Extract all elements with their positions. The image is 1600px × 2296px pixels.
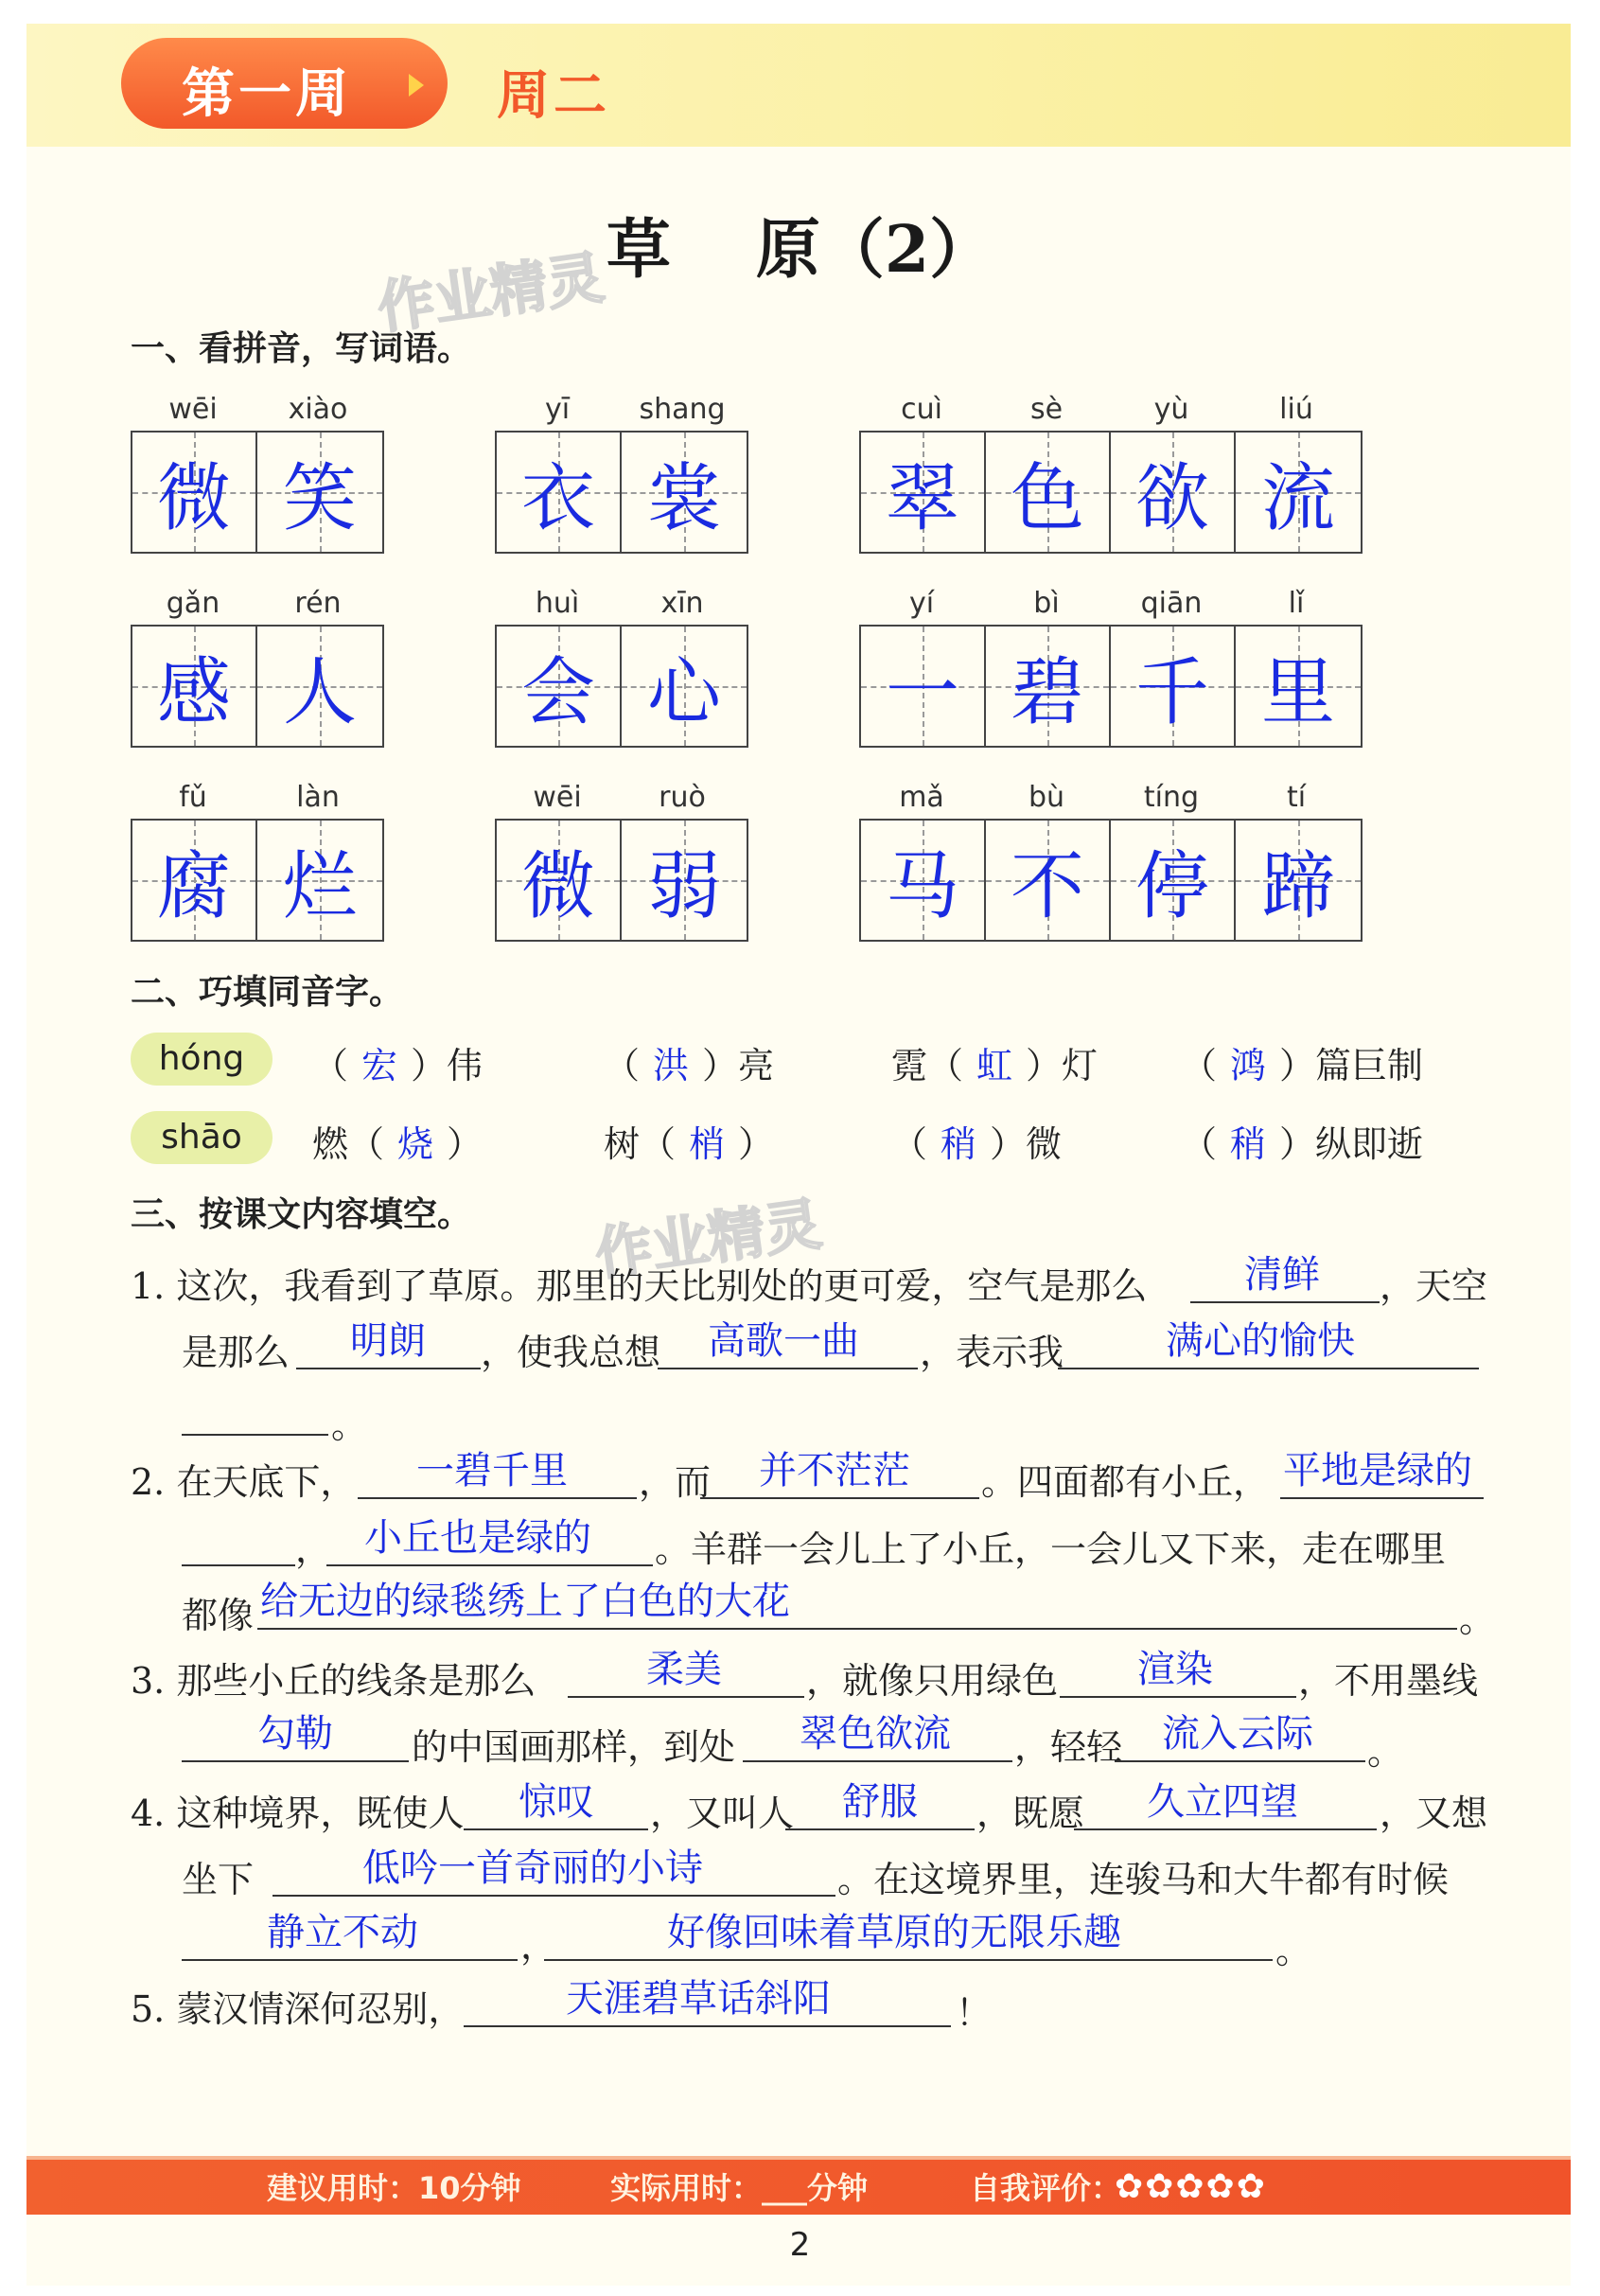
answer-2: 明朗 <box>350 1319 426 1363</box>
writing-cell[interactable] <box>1236 433 1361 552</box>
homophone-prefix: （ <box>1181 1123 1218 1165</box>
writing-grid <box>131 819 384 942</box>
question-1-text: 是那么 <box>182 1332 290 1373</box>
homophone-answer[interactable]: 稍 <box>1230 1123 1267 1165</box>
arrow-right-icon <box>409 74 424 97</box>
handwritten-character: 会 <box>520 650 595 735</box>
question-2-text: 都像 <box>182 1595 255 1636</box>
question-4-text: ， <box>520 1925 557 1967</box>
handwritten-character: 流 <box>1260 456 1335 541</box>
question-3-text: ，不用墨线 <box>1298 1660 1479 1702</box>
flower-icon[interactable]: ✿ <box>1115 2167 1146 2206</box>
question-2-text: 。四面都有小丘， <box>981 1461 1270 1503</box>
writing-cell[interactable] <box>497 821 622 940</box>
homophone-item <box>604 1036 774 1088</box>
writing-cell[interactable] <box>986 433 1111 552</box>
pinyin-label: bì <box>1033 587 1060 620</box>
homophone-prefix: （ <box>312 1045 349 1086</box>
answer-4: 满心的愉快 <box>1166 1319 1355 1363</box>
handwritten-character: 微 <box>156 456 231 541</box>
pinyin-label: làn <box>296 781 340 814</box>
writing-cell[interactable] <box>622 433 747 552</box>
writing-cell[interactable] <box>1111 433 1236 552</box>
writing-cell[interactable] <box>497 627 622 746</box>
pinyin-label: xīn <box>660 587 704 620</box>
pinyin-label: gǎn <box>166 587 220 620</box>
answer-10: 柔美 <box>646 1648 722 1691</box>
self-evaluation-label: 自我评价： <box>970 2170 1122 2206</box>
pinyin-label: yī <box>544 393 571 426</box>
homophone-item <box>1181 1036 1423 1088</box>
question-2-text: 。 <box>1459 1598 1496 1640</box>
question-3-text: ，轻轻 <box>1014 1726 1123 1768</box>
writing-cell[interactable] <box>986 821 1111 940</box>
homophone-item <box>1181 1115 1423 1167</box>
answer-8: 小丘也是绿的 <box>364 1516 591 1560</box>
writing-grid <box>859 625 1363 748</box>
answer-6: 并不茫茫 <box>759 1449 910 1492</box>
pinyin-label: ruò <box>659 781 706 814</box>
week-label: 第一周 <box>182 63 352 125</box>
section-2-heading: 二、巧填同音字。 <box>131 973 404 1012</box>
question-3-text: ，就像只用绿色 <box>806 1660 1059 1702</box>
handwritten-character: 烂 <box>282 844 357 929</box>
answer-blank <box>182 1386 328 1436</box>
homophone-suffix: ）篇巨制 <box>1279 1045 1424 1086</box>
homophone-answer[interactable]: 宏 <box>361 1045 398 1086</box>
pinyin-label: yí <box>908 587 935 620</box>
homophone-answer[interactable]: 稍 <box>941 1123 977 1165</box>
question-4-text: 。 <box>1275 1930 1312 1971</box>
writing-cell[interactable] <box>257 821 382 940</box>
writing-cell[interactable] <box>257 433 382 552</box>
flower-icon[interactable]: ✿ <box>1175 2167 1206 2206</box>
pinyin-label: mǎ <box>899 781 944 814</box>
homophone-suffix: ） <box>738 1123 775 1165</box>
homophone-suffix: ）灯 <box>1026 1045 1099 1086</box>
answer-7: 平地是绿的 <box>1283 1449 1472 1492</box>
pinyin-label: rén <box>294 587 342 620</box>
question-1-text: 1. 这次，我看到了草原。那里的天比别处的更可爱，空气是那么 <box>131 1265 1148 1307</box>
homophone-suffix: ） <box>447 1123 484 1165</box>
homophone-prefix: （ <box>891 1123 928 1165</box>
watermark: 作业精灵 <box>373 244 608 343</box>
handwritten-character: 蹄 <box>1260 844 1335 929</box>
question-4-text: ，既愿 <box>976 1793 1085 1834</box>
pinyin-label: lǐ <box>1288 587 1305 620</box>
question-3-text: 。 <box>1367 1731 1404 1773</box>
homophone-suffix: ）伟 <box>411 1045 484 1086</box>
title-part-1: 草 <box>606 212 671 288</box>
homophone-suffix: ）纵即逝 <box>1279 1123 1424 1165</box>
handwritten-character: 千 <box>1134 650 1209 735</box>
self-evaluation-rating[interactable] <box>1115 2167 1267 2206</box>
homophone-answer[interactable]: 鸿 <box>1230 1045 1267 1086</box>
question-4-text: 坐下 <box>182 1859 255 1900</box>
homophone-prefix: （ <box>1181 1045 1218 1086</box>
handwritten-character: 翠 <box>885 456 959 541</box>
writing-cell[interactable] <box>622 627 747 746</box>
question-5-text: 5. 蒙汉情深何忍别， <box>131 1988 465 2030</box>
question-4-text: ，又叫人 <box>650 1793 795 1834</box>
pinyin-label: liú <box>1279 393 1313 426</box>
answer-12: 勾勒 <box>257 1712 333 1756</box>
handwritten-character: 弱 <box>646 844 721 929</box>
writing-cell[interactable] <box>132 433 257 552</box>
homophone-item <box>891 1036 1098 1088</box>
question-1-text: ，表示我 <box>920 1332 1064 1373</box>
question-4-text: 。在这境界里，连骏马和大牛都有时候 <box>837 1859 1450 1900</box>
section-1-heading: 一、看拼音，写词语。 <box>131 329 472 368</box>
writing-cell[interactable] <box>861 821 986 940</box>
writing-cell[interactable] <box>1111 821 1236 940</box>
pinyin-highlight: shāo <box>131 1111 273 1164</box>
question-5-text: ！ <box>956 1992 993 2034</box>
flower-icon[interactable]: ✿ <box>1236 2167 1267 2206</box>
handwritten-character: 不 <box>1010 844 1084 929</box>
homophone-answer[interactable]: 洪 <box>653 1045 690 1086</box>
watermark: 作业精灵 <box>590 1191 826 1289</box>
homophone-item <box>312 1036 483 1088</box>
writing-cell[interactable] <box>1236 821 1361 940</box>
homophone-item <box>891 1115 1062 1167</box>
answer-13: 翠色欲流 <box>800 1712 951 1756</box>
answer-17: 久立四望 <box>1147 1780 1298 1824</box>
question-2-text: 。羊群一会儿上了小丘，一会儿又下来，走在哪里 <box>655 1528 1447 1570</box>
pinyin-label: qiān <box>1140 587 1203 620</box>
writing-cell[interactable] <box>132 627 257 746</box>
homophone-item <box>312 1115 483 1167</box>
homophone-prefix: 燃（ <box>312 1123 385 1165</box>
writing-cell[interactable] <box>1111 627 1236 746</box>
pinyin-label: tíng <box>1143 781 1200 814</box>
question-1-text: ，使我总想 <box>481 1332 661 1373</box>
homophone-answer[interactable]: 虹 <box>976 1045 1013 1086</box>
answer-20: 好像回味着草原的无限乐趣 <box>667 1911 1121 1954</box>
pinyin-label: shang <box>639 393 726 426</box>
answer-11: 渲染 <box>1137 1648 1213 1691</box>
writing-grid <box>859 431 1363 554</box>
section-3-heading: 三、按课文内容填空。 <box>131 1195 472 1234</box>
writing-cell[interactable] <box>497 433 622 552</box>
homophone-prefix: 霓（ <box>891 1045 964 1086</box>
homophone-prefix: （ <box>604 1045 641 1086</box>
homophone-item <box>604 1115 774 1167</box>
handwritten-character: 里 <box>1260 650 1335 735</box>
handwritten-character: 一 <box>885 650 959 735</box>
writing-grid <box>495 431 748 554</box>
handwritten-character: 人 <box>282 650 357 735</box>
answer-9: 给无边的绿毯绣上了白色的大花 <box>260 1580 790 1623</box>
pinyin-label: xiào <box>288 393 348 426</box>
pinyin-label: huì <box>535 587 580 620</box>
suggested-time: 建议用时：10分钟 <box>267 2170 521 2206</box>
pinyin-label: fǔ <box>179 781 207 814</box>
writing-grid <box>495 819 748 942</box>
writing-cell[interactable] <box>861 433 986 552</box>
answer-5: 一碧千里 <box>416 1449 568 1492</box>
homophone-answer[interactable]: 梢 <box>689 1123 726 1165</box>
handwritten-character: 感 <box>156 650 231 735</box>
pinyin-highlight: hóng <box>131 1033 273 1086</box>
writing-grid <box>495 625 748 748</box>
writing-cell[interactable] <box>861 627 986 746</box>
handwritten-character: 笑 <box>282 456 357 541</box>
handwritten-character: 腐 <box>156 844 231 929</box>
answer-14: 流入云际 <box>1162 1712 1313 1756</box>
answer-3: 高歌一曲 <box>708 1319 859 1363</box>
handwritten-character: 马 <box>885 844 959 929</box>
answer-16: 舒服 <box>842 1780 918 1824</box>
homophone-prefix: 树（ <box>604 1123 677 1165</box>
pinyin-label: wēi <box>168 393 218 426</box>
question-1-text: ，天空 <box>1380 1265 1488 1307</box>
lesson-title <box>0 199 1600 291</box>
handwritten-character: 微 <box>520 844 595 929</box>
writing-cell[interactable] <box>622 821 747 940</box>
handwritten-character: 停 <box>1134 844 1209 929</box>
question-2-text: 2. 在天底下， <box>131 1461 357 1503</box>
answer-15: 惊叹 <box>519 1780 594 1824</box>
question-2-text: ，而 <box>639 1461 712 1503</box>
writing-cell[interactable] <box>986 627 1111 746</box>
writing-cell[interactable] <box>132 821 257 940</box>
title-part-2: 原（2） <box>755 212 994 288</box>
flower-icon[interactable]: ✿ <box>1145 2167 1176 2206</box>
homophone-answer[interactable]: 烧 <box>397 1123 434 1165</box>
handwritten-character: 裳 <box>646 456 721 541</box>
writing-cell[interactable] <box>1236 627 1361 746</box>
question-4-text: 4. 这种境界，既使人 <box>131 1793 465 1834</box>
actual-time: 实际用时：___分钟 <box>610 2170 869 2206</box>
handwritten-character: 色 <box>1010 456 1084 541</box>
day-label: 周二 <box>497 65 610 127</box>
answer-19: 静立不动 <box>267 1911 418 1954</box>
writing-cell[interactable] <box>257 627 382 746</box>
homophone-suffix: ）亮 <box>702 1045 775 1086</box>
pinyin-label: yù <box>1153 393 1189 426</box>
answer-18: 低吟一首奇丽的小诗 <box>362 1846 703 1890</box>
handwritten-character: 碧 <box>1010 650 1084 735</box>
flower-icon[interactable]: ✿ <box>1205 2167 1237 2206</box>
answer-21: 天涯碧草话斜阳 <box>566 1977 831 2021</box>
question-3-text: 的中国画那样，到处 <box>412 1726 736 1768</box>
question-2-text: ， <box>295 1528 332 1570</box>
pinyin-label: cuì <box>901 393 942 426</box>
pinyin-label: bù <box>1028 781 1065 814</box>
writing-grid <box>131 625 384 748</box>
handwritten-character: 衣 <box>520 456 595 541</box>
writing-grid <box>859 819 1363 942</box>
writing-grid <box>131 431 384 554</box>
question-1-text: 。 <box>331 1404 368 1446</box>
pinyin-label: tí <box>1286 781 1307 814</box>
question-4-text: ，又想 <box>1380 1793 1488 1834</box>
answer-blank <box>182 1517 295 1566</box>
answer-1: 清鲜 <box>1244 1253 1320 1297</box>
homophone-suffix: ）微 <box>990 1123 1063 1165</box>
page-number: 2 <box>789 2226 811 2264</box>
pinyin-label: wēi <box>533 781 582 814</box>
pinyin-label: sè <box>1029 393 1064 426</box>
question-3-text: 3. 那些小丘的线条是那么 <box>131 1660 536 1702</box>
handwritten-character: 欲 <box>1134 456 1209 541</box>
handwritten-character: 心 <box>646 650 721 735</box>
